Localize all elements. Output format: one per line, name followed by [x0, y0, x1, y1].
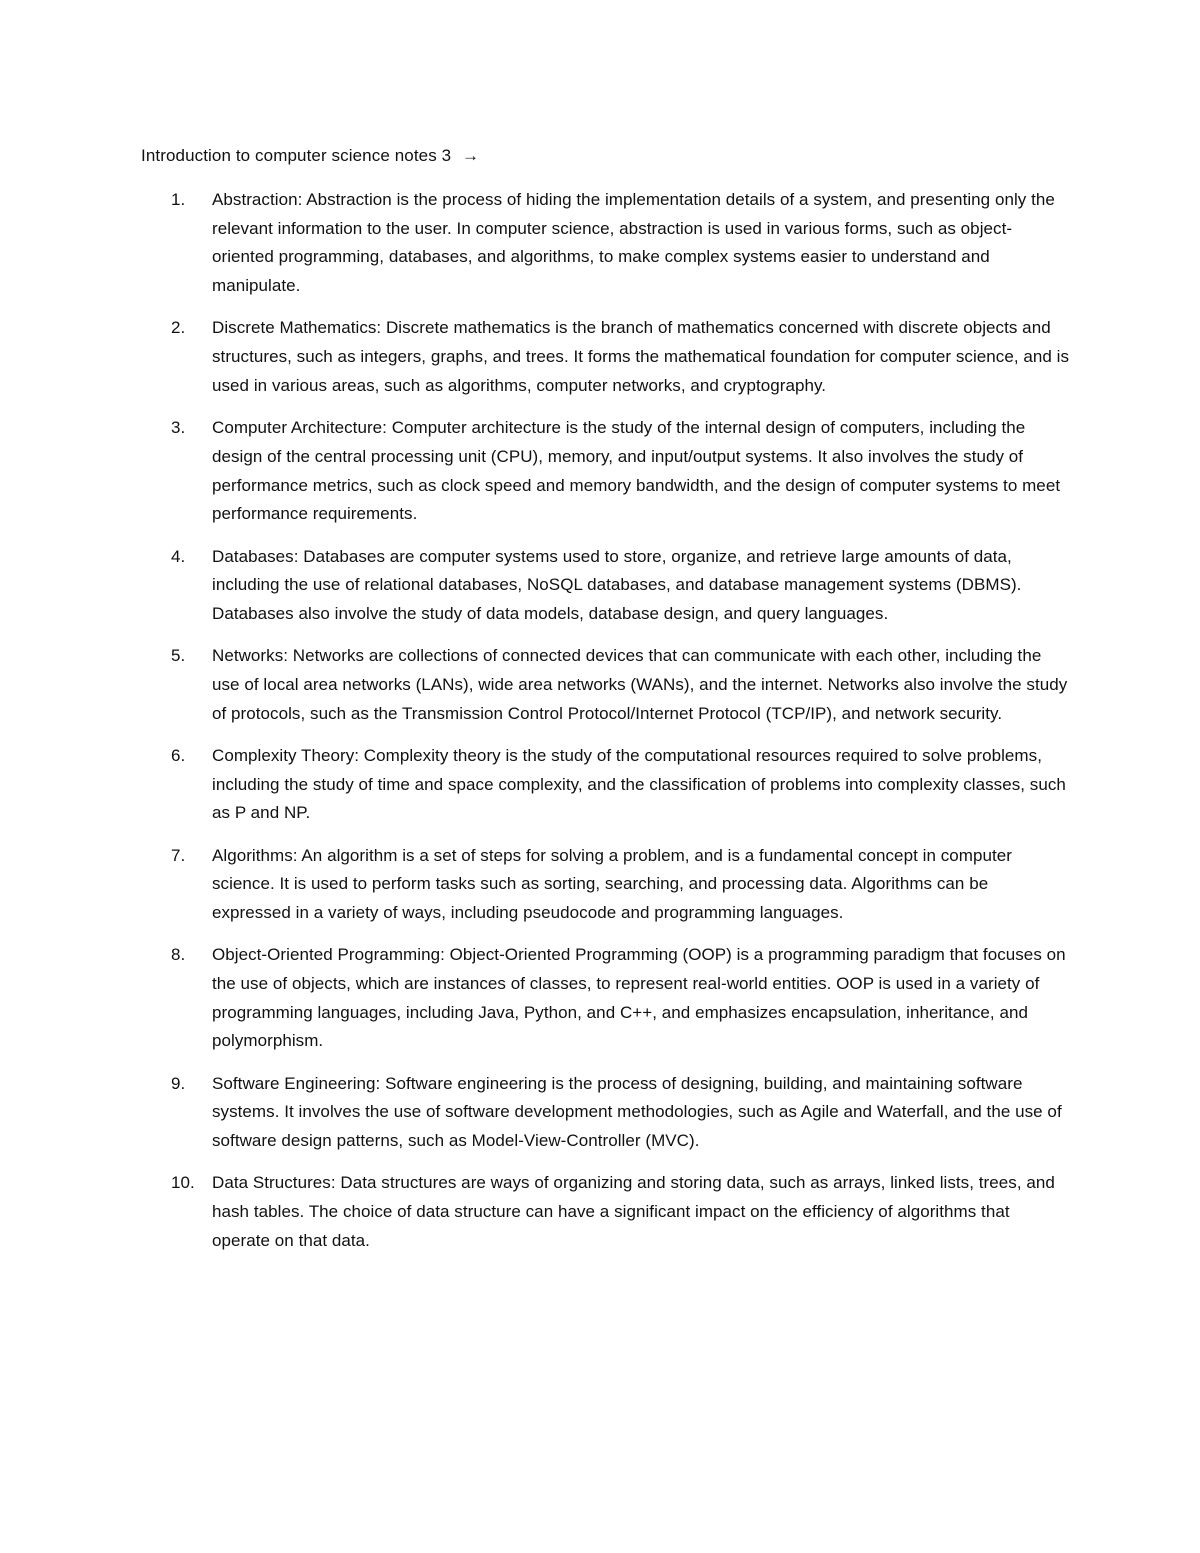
- list-item-text: Algorithms: An algorithm is a set of steps for solving a problem, and is a fundamental concept in computer science. It is used to perform tasks such as sorting, searching, and processing data. Algorithms can be expressed in a variety of ways, including pseudocode and programming languages.: [212, 845, 1012, 923]
- list-item-text: Software Engineering: Software engineering is the process of designing, building, and maintaining software systems. It involves the use of software development methodologies, such as Agile and Waterfall, and the use of software design patterns, such as Model-View-Controller (MVC).: [212, 1073, 1062, 1151]
- list-item-text: Object-Oriented Programming: Object-Oriented Programming (OOP) is a programming paradigm that focuses on the use of objects, which are instances of classes, to represent real-world entities. OOP is used in a variety of programming languages, including Java, Python, and C++, and emphasizes encapsulation, inheritance, and polymorphism.: [212, 945, 1066, 1051]
- list-item-number: 9.: [171, 1073, 186, 1093]
- list-item: [141, 186, 1071, 301]
- list-item: [141, 414, 1071, 529]
- list-item-text: Networks: Networks are collections of connected devices that can communicate with each other, including the use of local area networks (LANs), wide area networks (WANs), and the internet. Networks also involve the study of protocols, such as the Transmission Control Protocol/Internet Protocol (TCP/IP), and network security.: [212, 646, 1068, 723]
- list-item-number: 6.: [171, 745, 186, 765]
- list-item-number: 2.: [171, 318, 186, 338]
- list-item-number: 10.: [171, 1173, 195, 1193]
- list-item: [141, 1070, 1071, 1156]
- list-item-text: Computer Architecture: Computer architecture is the study of the internal design of computers, including the design of the central processing unit (CPU), memory, and input/output systems. It also involves the study of performance metrics, such as clock speed and memory bandwidth, and the design of computer systems to meet performance requirements.: [212, 418, 1061, 524]
- list-item-text: Abstraction: Abstraction is the process of hiding the implementation details of a system, and presenting only the relevant information to the user. In computer science, abstraction is used in various forms, such as object-oriented programming, databases, and algorithms, to make complex systems easier to understand and manipulate.: [212, 190, 1055, 296]
- list-item-number: 4.: [171, 546, 186, 566]
- list-item: [141, 642, 1071, 728]
- list-item: [141, 543, 1071, 629]
- list-item-text: Data Structures: Data structures are ways of organizing and storing data, such as arrays, linked lists, trees, and hash tables. The choice of data structure can have a significant impact on the efficiency of algorithms that operate on that data.: [212, 1173, 1055, 1250]
- list-item-text: Discrete Mathematics: Discrete mathematics is the branch of mathematics concerned with discrete objects and structures, such as integers, graphs, and trees. It forms the mathematical foundation for computer science, and is used in various areas, such as algorithms, computer networks, and cryptography.: [212, 318, 1070, 395]
- list-item-text: Complexity Theory: Complexity theory is the study of the computational resources required to solve problems, including the study of time and space complexity, and the classification of problems into complexity classes, such as P and NP.: [212, 745, 1066, 823]
- list-item: [141, 742, 1071, 828]
- notes-list: [141, 186, 1071, 1269]
- list-item-text: Databases: Databases are computer systems used to store, organize, and retrieve large amounts of data, including the use of relational databases, NoSQL databases, and database management systems (DBMS). Databases also involve the study of data models, database design, and query languages.: [212, 546, 1022, 623]
- list-item: [141, 941, 1071, 1056]
- list-item-number: 8.: [171, 945, 186, 965]
- list-item-number: 3.: [171, 418, 186, 438]
- list-item: [141, 1169, 1071, 1255]
- list-item: [141, 314, 1071, 400]
- list-item-number: 5.: [171, 646, 186, 666]
- list-item-number: 1.: [171, 190, 186, 209]
- list-item: [141, 842, 1071, 928]
- right-arrow-icon: →: [462, 146, 480, 165]
- document-title-text: Introduction to computer science notes 3: [141, 146, 452, 165]
- list-item-number: 7.: [171, 845, 186, 865]
- document-title: [141, 142, 479, 170]
